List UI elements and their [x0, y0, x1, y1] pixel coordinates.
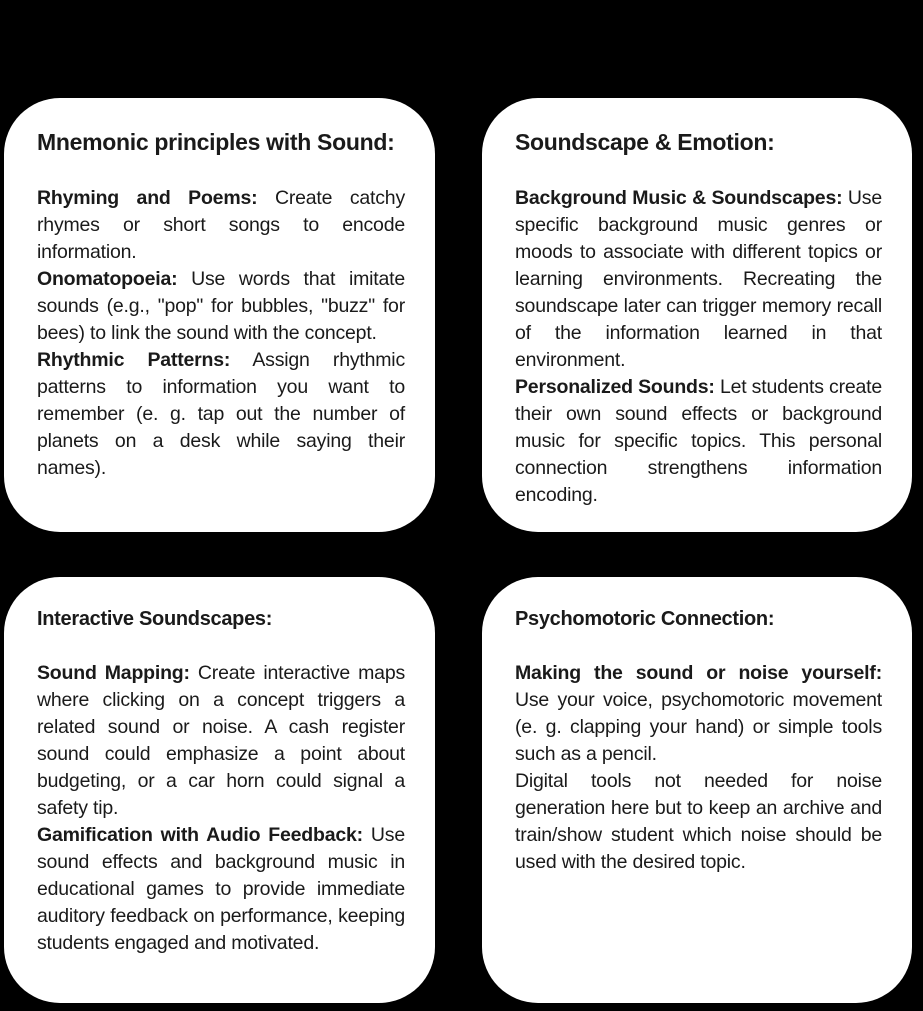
- card-title: Psychomotoric Connection:: [515, 608, 775, 630]
- card-psychomotoric-connection: [482, 577, 912, 1003]
- card-item: [515, 768, 882, 876]
- item-text: Use words that imitate sounds (e.g., "pop" for bubbles, "buzz" for bees) to link the sound with the concept.: [37, 268, 405, 344]
- item-label: Gamification with Audio Feedback:: [37, 824, 363, 846]
- card-item: [37, 347, 405, 482]
- card-item: [37, 822, 405, 957]
- card-title: Soundscape & Emotion:: [515, 129, 775, 155]
- card-item: [37, 660, 405, 822]
- card-soundscape-and-emotion: [482, 98, 912, 532]
- item-label: Onomatopoeia:: [37, 268, 178, 290]
- card-item: [515, 374, 882, 509]
- card-item: [37, 185, 405, 266]
- item-label: Sound Mapping:: [37, 662, 190, 684]
- item-text: Assign rhythmic patterns to information you want to remember (e. g. tap out the number of planets on a desk while saying their names).: [37, 349, 405, 479]
- item-text: Use sound effects and background music in educational games to provide immediate auditory feedback on performance, keeping students engaged and motivated.: [37, 824, 405, 954]
- item-label: Rhythmic Patterns:: [37, 349, 231, 371]
- item-text: Use your voice, psychomotoric movement (e. g. clapping your hand) or simple tools such as a pencil.: [515, 689, 882, 765]
- card-item: [515, 185, 882, 374]
- item-label: Making the sound or noise yourself:: [515, 662, 882, 684]
- card-item: [515, 660, 882, 768]
- card-mnemonic-principles-with-sound: [4, 98, 435, 532]
- item-label: Background Music & Soundscapes:: [515, 187, 843, 209]
- card-interactive-soundscapes: [4, 577, 435, 1003]
- card-item: [37, 266, 405, 347]
- card-title: Interactive Soundscapes:: [37, 608, 273, 630]
- item-label: Rhyming and Poems:: [37, 187, 258, 209]
- item-text: Digital tools not needed for noise generation here but to keep an archive and train/show student which noise should be used with the desired topic.: [515, 770, 882, 873]
- item-label: Personalized Sounds:: [515, 376, 715, 398]
- item-text: Create catchy rhymes or short songs to encode information.: [37, 187, 405, 263]
- card-title: Mnemonic principles with Sound:: [37, 129, 395, 155]
- item-text: Let students create their own sound effects or background music for specific topics. This personal connection strengthens information encoding.: [515, 376, 883, 506]
- item-text: Use specific background music genres or moods to associate with different topics or learning environments. Recreating the soundscape later can trigger memory recall of the information learned in that environment.: [515, 187, 882, 371]
- item-text: Create interactive maps where clicking on a concept triggers a related sound or noise. A cash register sound could emphasize a point about budgeting, or a car horn could signal a safety tip.: [37, 662, 406, 819]
